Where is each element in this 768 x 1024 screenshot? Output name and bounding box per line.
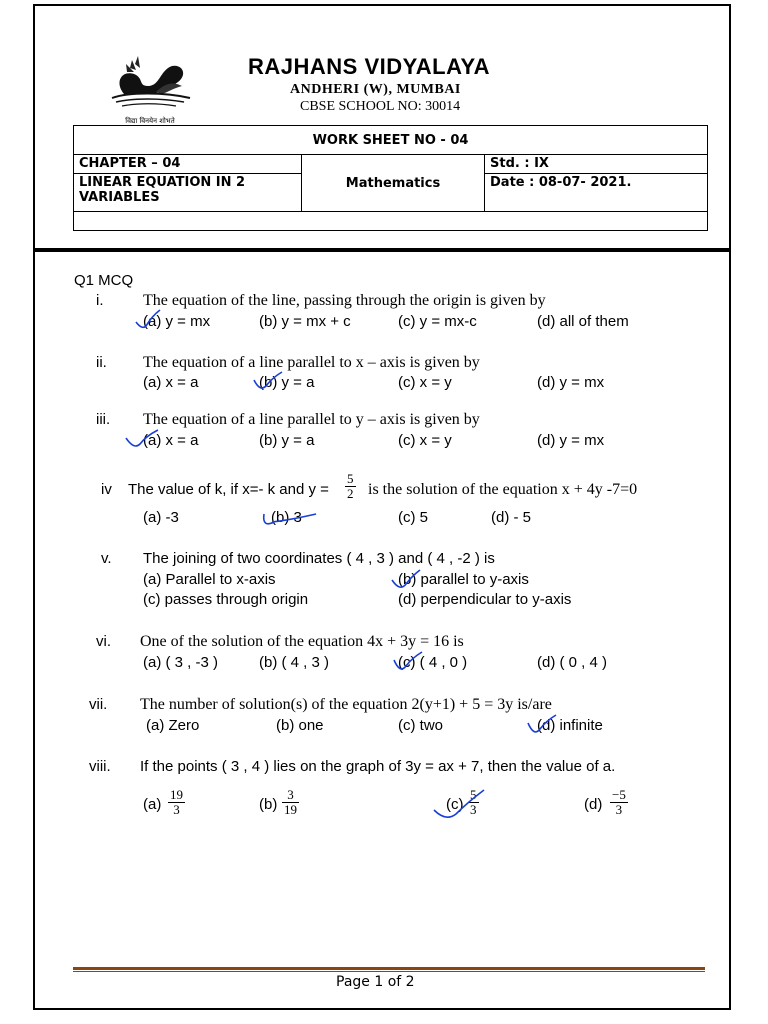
chapter-title: LINEAR EQUATION IN 2 VARIABLES xyxy=(74,174,302,212)
check-mark-icon xyxy=(432,788,488,824)
numerator: 5 xyxy=(347,471,354,486)
page-number: Page 1 of 2 xyxy=(336,974,415,990)
denominator: 19 xyxy=(284,802,297,817)
fraction xyxy=(345,472,356,501)
header-divider xyxy=(33,248,731,252)
option-a: (a) -3 xyxy=(143,509,179,526)
option-d-fraction xyxy=(610,788,628,817)
worksheet-title: WORK SHEET NO - 04 xyxy=(74,126,708,155)
option-b: (b) parallel to y-axis xyxy=(398,571,529,588)
option-c-label: (c) xyxy=(446,796,464,813)
option-b-fraction xyxy=(282,788,299,817)
option-c: (c) y = mx-c xyxy=(398,313,477,330)
option-c: (c) ( 4 , 0 ) xyxy=(398,654,468,671)
denominator: 2 xyxy=(347,486,354,501)
footer-rule-thin xyxy=(73,971,705,972)
option-a: (a) y = mx xyxy=(143,313,211,330)
question-text: The number of solution(s) of the equation 2(y+1) + 5 = 3y is/are xyxy=(140,696,552,713)
option-a-label: (a) xyxy=(143,796,162,813)
question-number: vi. xyxy=(96,633,111,650)
question-text: The joining of two coordinates ( 4 , 3 ) and ( 4 , -2 ) is xyxy=(143,550,495,567)
school-address: ANDHERI (W), MUMBAI xyxy=(290,82,461,97)
option-d: (d) all of them xyxy=(537,313,629,330)
option-b: (b) ( 4 , 3 ) xyxy=(259,654,330,671)
option-c: (c) x = y xyxy=(398,374,452,391)
question-number: v. xyxy=(101,550,112,567)
option-d: (d) - 5 xyxy=(491,509,532,526)
question-text: One of the solution of the equation 4x + 3y = 16 is xyxy=(140,633,464,650)
option-c: (c) passes through origin xyxy=(143,591,309,608)
standard: Std. : IX xyxy=(485,155,708,174)
question-text: The equation of a line parallel to x – axis is given by xyxy=(143,354,480,371)
numerator: 19 xyxy=(170,787,183,802)
check-mark-icon xyxy=(392,650,426,676)
question-text: The equation of a line parallel to y – axis is given by xyxy=(143,411,480,428)
check-mark-icon xyxy=(526,713,560,739)
check-mark-icon xyxy=(260,506,322,530)
option-d: (d) y = mx xyxy=(537,432,605,449)
question-text: If the points ( 3 , 4 ) lies on the graph of 3y = ax + 7, then the value of a. xyxy=(140,758,616,775)
numerator: 3 xyxy=(282,788,299,803)
logo-motto: विद्या विनयेन शोभते xyxy=(125,117,175,125)
worksheet-date: Date : 08-07- 2021. xyxy=(485,174,708,212)
chapter-number: CHAPTER – 04 xyxy=(74,155,302,174)
numerator: 5 xyxy=(470,787,477,802)
question-number: viii. xyxy=(89,758,111,775)
check-mark-icon xyxy=(124,428,162,452)
option-b: (b) y = mx + c xyxy=(259,313,351,330)
school-name: RAJHANS VIDYALAYA xyxy=(248,54,491,79)
footer-rule xyxy=(73,967,705,970)
question-text: The equation of the line, passing through the origin is given by xyxy=(143,292,546,309)
option-d-label: (d) xyxy=(584,796,603,813)
option-b: (b) y = a xyxy=(259,374,315,391)
question-text: is the solution of the equation x + 4y -7=0 xyxy=(368,481,638,498)
worksheet-info-table xyxy=(73,125,708,231)
option-b: (b) one xyxy=(276,717,324,734)
option-a: (a) ( 3 , -3 ) xyxy=(143,654,219,671)
question-number: iv xyxy=(101,481,112,498)
option-b-label: (b) xyxy=(259,796,278,813)
check-mark-icon xyxy=(134,308,164,332)
option-d: (d) perpendicular to y-axis xyxy=(398,591,572,608)
question-number: ii. xyxy=(96,354,107,371)
question-number: vii. xyxy=(89,696,108,713)
question-number: iii. xyxy=(96,411,111,428)
option-b: (b) y = a xyxy=(259,432,315,449)
question-number: i. xyxy=(96,292,104,309)
option-d: (d) ( 0 , 4 ) xyxy=(537,654,608,671)
denominator: 3 xyxy=(173,802,180,817)
numerator: −5 xyxy=(612,787,626,802)
school-logo xyxy=(104,52,196,125)
cbse-number: CBSE SCHOOL NO: 30014 xyxy=(300,99,461,114)
option-d: (d) infinite xyxy=(537,717,603,734)
option-d: (d) y = mx xyxy=(537,374,605,391)
check-mark-icon xyxy=(252,370,286,394)
empty-row xyxy=(74,212,708,231)
option-b: (b) 3 xyxy=(271,509,302,526)
q1-label: Q1 MCQ xyxy=(74,272,134,289)
denominator: 3 xyxy=(615,802,623,817)
option-a-fraction xyxy=(168,788,185,817)
subject-name: Mathematics xyxy=(302,155,485,212)
denominator: 3 xyxy=(470,802,477,817)
option-a: (a) Parallel to x-axis xyxy=(143,571,276,588)
option-c: (c) 5 xyxy=(398,509,428,526)
option-c: (c) two xyxy=(398,717,443,734)
option-a: (a) x = a xyxy=(143,374,199,391)
option-a: (a) x = a xyxy=(143,432,199,449)
check-mark-icon xyxy=(390,568,424,594)
question-text: The value of k, if x=- k and y = xyxy=(128,481,329,498)
option-a: (a) Zero xyxy=(146,717,200,734)
option-c: (c) x = y xyxy=(398,432,452,449)
